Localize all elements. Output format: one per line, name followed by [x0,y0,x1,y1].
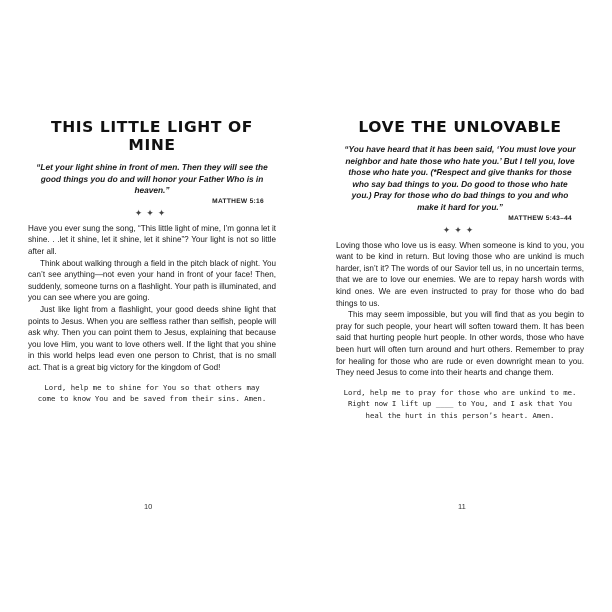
closing-prayer: Lord, help me to shine for You so that others may come to know You and be saved from their sins. Amen. [37,382,267,403]
closing-prayer: Lord, help me to pray for those who are unkind to me. Right now I lift up ____ to You, and I ask that You heal the hurt in this person’s heart. Amen. [343,387,577,420]
page-number: 11 [458,502,466,511]
body-paragraph: This may seem impossible, but you will find that as you begin to pray for such people, your heart will soften toward them. It has been said that hurting people hurt people. In other words, those who have been hurt will often turn around and hurt others. Remember to pray for healing for those who are rude or even downright mean to you. They need Jesus to come into their hearts and change them. [336,310,584,378]
page-number: 10 [144,502,153,511]
right-page [306,0,612,612]
devotion-body [28,223,276,374]
devotion-title: LOVE THE UNLOVABLE [358,118,562,136]
scripture-reference: MATTHEW 5:16 [212,197,264,205]
body-paragraph: Loving those who love us is easy. When someone is kind to you, you want to be kind in return. But loving those who are unkind is much harder, isn’t it? The words of our Savior tell us, in no uncertain terms, that we are to love our enemies. We are to repay harsh words with kind ones. We are even instructed to pray for those who do bad things to us. [336,240,584,308]
devotion-body [336,240,584,379]
scripture-verse: “Let your light shine in front of men. Then they will see the good things you do and will honor your Father Who is in heaven.” [36,162,268,196]
devotion-title: THIS LITTLE LIGHT OF MINE [51,118,253,154]
scripture-verse: “You have heard that it has been said, ‘You must love your neighbor and hate those who hate you.’ But I tell you, love those who hate you. (*Respect and give thanks for those who say bad things to you. Do good to those who hate you.) Pray for those who do bad things to you and who make it hard for you.” [344,144,576,212]
ornament-stars-icon: ✦✦✦ [134,207,170,218]
scripture-reference: MATTHEW 5:43–44 [508,214,572,222]
body-paragraph: Just like light from a flashlight, your good deeds shine light that points to Jesus. When you are selfless rather than selfish, people will ask why. Then you can point them to Jesus, explaining that because you love Him, you want to love others well. If the light that you shine in this world helps lead even one person to Christ, that is no small act. That is a great big victory for the kingdom of God! [28,304,276,372]
body-paragraph: Have you ever sung the song, “This little light of mine, I’m gonna let it shine. . .let it shine, let it shine, let it shine”? Your light is not so little after all. [28,223,276,256]
body-paragraph: Think about walking through a field in the pitch black of night. You can’t see anything—not even your hand in front of your face! Then, suddenly, someone turns on a flashlight. Your path is illuminated, and you can see where you are going. [28,258,276,303]
ornament-stars-icon: ✦✦✦ [442,224,478,235]
